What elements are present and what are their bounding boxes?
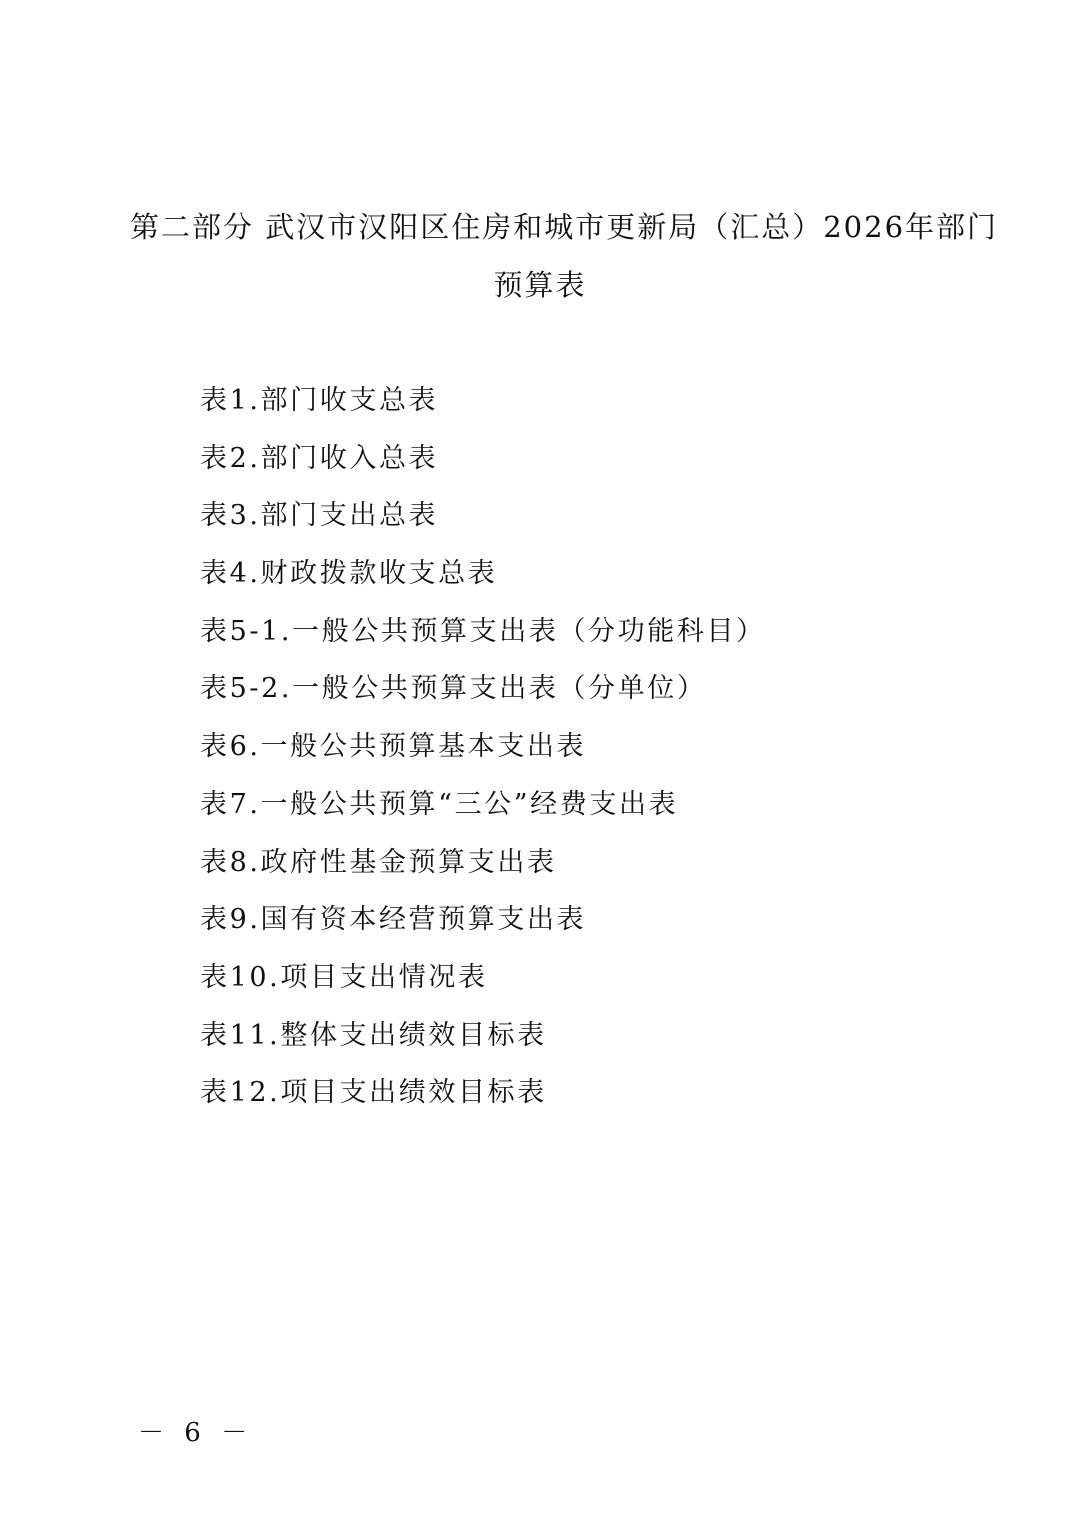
table-list — [200, 372, 766, 1122]
list-item: 表5-2.一般公共预算支出表（分单位） — [200, 673, 707, 705]
list-item: 表6.一般公共预算基本支出表 — [200, 731, 587, 763]
list-item: 表4.财政拨款收支总表 — [200, 558, 498, 590]
list-item: 表11.整体支出绩效目标表 — [200, 1019, 547, 1051]
list-item: 表7.一般公共预算“三公”经费支出表 — [200, 788, 679, 820]
list-item: 表9.国有资本经营预算支出表 — [200, 904, 587, 936]
list-item: 表2.部门收入总表 — [200, 442, 439, 474]
title-line-2: 预算表 — [493, 268, 587, 302]
list-item: 表5-1.一般公共预算支出表（分功能科目） — [200, 615, 766, 647]
page-number: － 6 － — [138, 1418, 254, 1448]
list-item: 表12.项目支出绩效目标表 — [200, 1077, 547, 1109]
list-item: 表3.部门支出总表 — [200, 500, 439, 532]
page-title — [130, 198, 999, 314]
list-item: 表1.部门收支总表 — [200, 385, 439, 416]
title-line-1: 第二部分 武汉市汉阳区住房和城市更新局（汇总）2026年部门 — [130, 210, 999, 244]
list-item: 表10.项目支出情况表 — [200, 961, 488, 993]
list-item: 表8.政府性基金预算支出表 — [200, 846, 557, 878]
